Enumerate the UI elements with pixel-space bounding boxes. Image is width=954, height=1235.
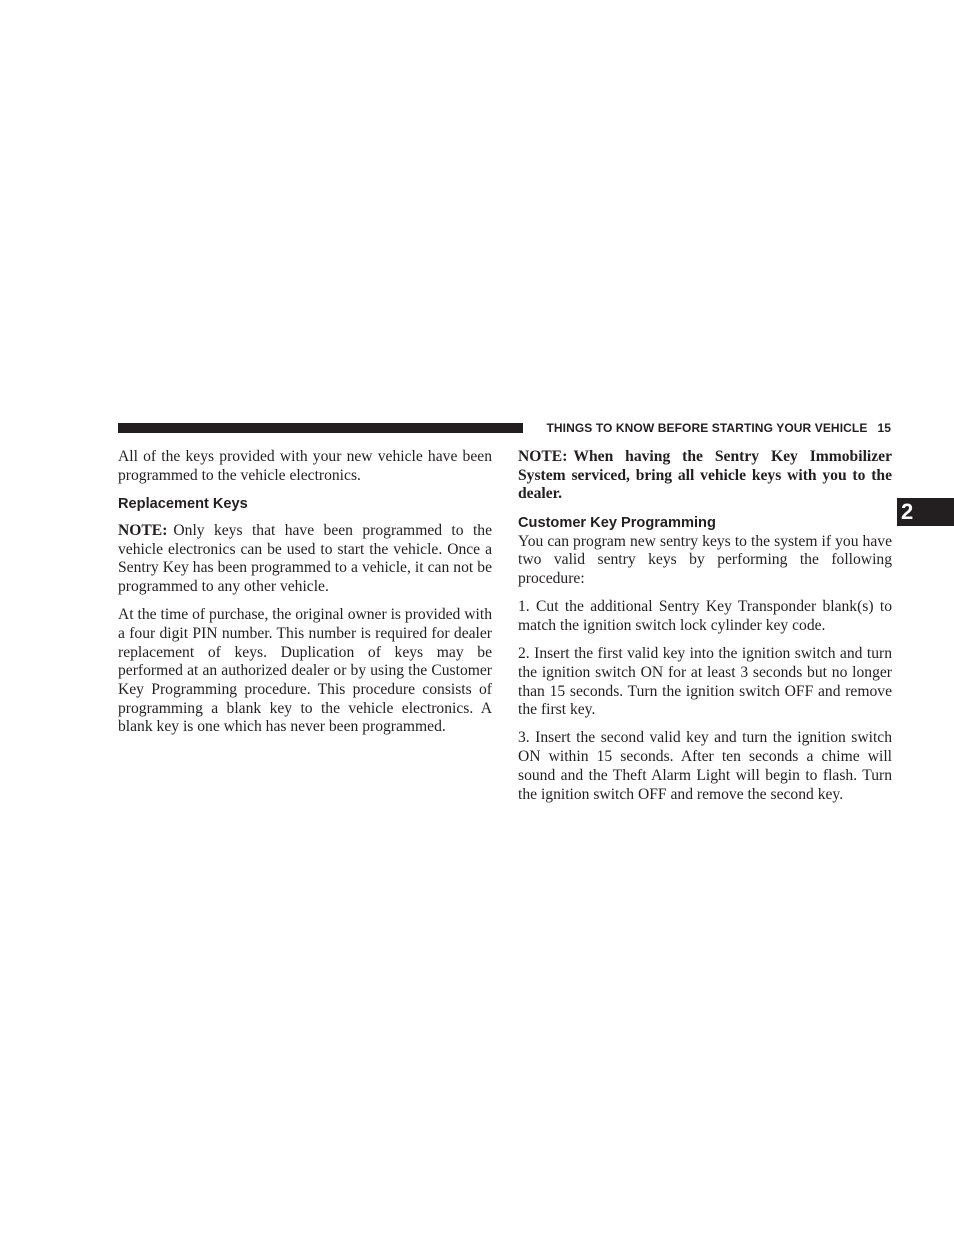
pin-paragraph: At the time of purchase, the original owner is provided with a four digit PIN number. This number is required for dealer replacement of keys. Duplication of keys may be performed at an authorized dealer or by using the Customer Key Programming procedure. This procedure consists of programming a blank key to the vehicle electronics. A blank key is one which has never been programmed. xyxy=(118,606,492,736)
procedure-step-2: 2. Insert the first valid key into the ignition switch and turn the ignition switch ON for at least 3 seconds but no longer than 15 seconds. Turn the ignition switch OFF and remove the first key. xyxy=(518,645,892,719)
service-note xyxy=(518,448,892,504)
note-text: When having the Sentry Key Immobilizer System serviced, bring all vehicle keys with you to the dealer. xyxy=(518,448,892,503)
running-header xyxy=(533,420,891,436)
customer-key-programming-heading: Customer Key Programming xyxy=(518,514,716,531)
procedure-step-1: 1. Cut the additional Sentry Key Transponder blank(s) to match the ignition switch lock cylinder key code. xyxy=(518,598,892,634)
note-label: NOTE: xyxy=(118,521,168,539)
procedure-step-3: 3. Insert the second valid key and turn the ignition switch ON within 15 seconds. After ten seconds a chime will sound and the Theft Alarm Light will begin to flash. Turn the ignition switch OFF and remove the second key. xyxy=(518,729,892,803)
header-rule xyxy=(118,423,523,433)
right-column xyxy=(518,448,892,814)
section-title: THINGS TO KNOW BEFORE STARTING YOUR VEHICLE xyxy=(546,421,868,435)
intro-paragraph: All of the keys provided with your new vehicle have been programmed to the vehicle electronics. xyxy=(118,448,492,484)
left-column xyxy=(118,448,492,747)
replacement-keys-heading: Replacement Keys xyxy=(118,495,248,512)
chapter-tab: 2 xyxy=(897,498,954,526)
note-label: NOTE: xyxy=(518,448,568,465)
page-number: 15 xyxy=(877,421,891,435)
note-text: Only keys that have been programmed to the vehicle electronics can be used to start the vehicle. Once a Sentry Key has been programmed to a vehicle, it can not be programmed to any other vehicle. xyxy=(118,521,492,596)
procedure-intro: You can program new sentry keys to the system if you have two valid sentry keys by performing the following procedure: xyxy=(518,532,892,588)
replacement-keys-note xyxy=(118,522,492,597)
